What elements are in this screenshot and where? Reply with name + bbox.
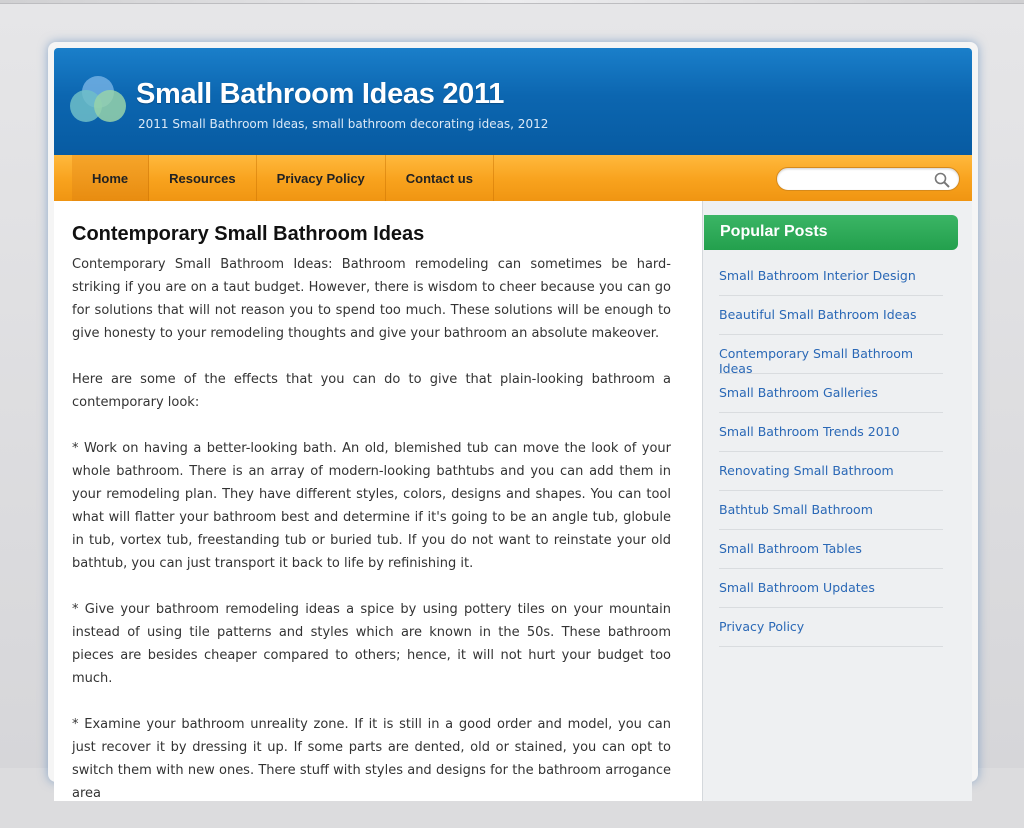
search-icon[interactable] xyxy=(933,171,951,189)
popular-posts-title: Popular Posts xyxy=(704,215,958,250)
site-tagline: 2011 Small Bathroom Ideas, small bathroom decorating ideas, 2012 xyxy=(138,117,549,131)
sidebar-link[interactable]: Contemporary Small Bathroom Ideas xyxy=(719,335,943,374)
sidebar-link[interactable]: Renovating Small Bathroom xyxy=(719,452,943,491)
post-paragraph: Here are some of the effects that you can do to give that plain-looking bathroom a contemporary look: xyxy=(72,372,671,410)
sidebar-link[interactable]: Small Bathroom Interior Design xyxy=(719,257,943,296)
site-logo-icon[interactable] xyxy=(70,76,130,128)
window-top-edge xyxy=(0,0,1024,4)
post-body xyxy=(72,253,671,828)
post-paragraph: * Examine your bathroom unreality zone. If it is still in a good order and model, you can just recover it by dressing it up. If some parts are dented, old or stained, you can opt to switch them with new ones. There stuff with styles and designs for the bathroom arrogance area xyxy=(72,717,671,801)
nav-item-resources[interactable]: Resources xyxy=(149,155,256,201)
popular-posts-list xyxy=(719,257,943,647)
search-input[interactable] xyxy=(787,171,932,187)
sidebar-link[interactable]: Beautiful Small Bathroom Ideas xyxy=(719,296,943,335)
post-title[interactable]: Contemporary Small Bathroom Ideas xyxy=(72,223,425,245)
search-box xyxy=(776,167,960,191)
sidebar-link[interactable]: Privacy Policy xyxy=(719,608,943,647)
post-paragraph: Contemporary Small Bathroom Ideas: Bathroom remodeling can sometimes be hard-striking if you are on a taut budget. However, there is wisdom to cheer because you can go for solutions that will not reason you to spend too much. These solutions will be enough to give honesty to your remodeling thoughts and give your bathroom an absolute makeover. xyxy=(72,257,671,341)
sidebar-link[interactable]: Small Bathroom Tables xyxy=(719,530,943,569)
sidebar-link[interactable]: Small Bathroom Updates xyxy=(719,569,943,608)
main-content xyxy=(54,201,702,801)
site-title[interactable]: Small Bathroom Ideas 2011 xyxy=(136,78,505,110)
sidebar-link[interactable]: Small Bathroom Trends 2010 xyxy=(719,413,943,452)
sidebar-link[interactable]: Small Bathroom Galleries xyxy=(719,374,943,413)
post-paragraph: * Work on having a better-looking bath. An old, blemished tub can move the look of your whole bathroom. There is an array of modern-looking bathtubs and you can add them in your remodeling plan. They have different styles, colors, designs and shapes. You can tool what will flatter your bathroom best and determine if it's going to be an angle tub, globule in tub, vortex tub, freestanding tub or buried tub. If you do not want to reinstate your old bathtub, you can just transport it back to life by refinishing it. xyxy=(72,441,671,571)
nav-item-contact-us[interactable]: Contact us xyxy=(386,155,494,201)
sidebar-link[interactable]: Bathtub Small Bathroom xyxy=(719,491,943,530)
main-nav xyxy=(54,155,972,201)
nav-item-home[interactable]: Home xyxy=(72,155,149,201)
page-wrapper xyxy=(48,42,978,801)
nav-item-privacy-policy[interactable]: Privacy Policy xyxy=(257,155,386,201)
site-header xyxy=(54,48,972,155)
sidebar xyxy=(702,201,972,801)
post-paragraph: * Give your bathroom remodeling ideas a spice by using pottery tiles on your mountain instead of using tile patterns and styles which are known in the 50s. These bathroom pieces are besides cheaper compared to others; hence, it will not hurt your budget too much. xyxy=(72,602,671,686)
